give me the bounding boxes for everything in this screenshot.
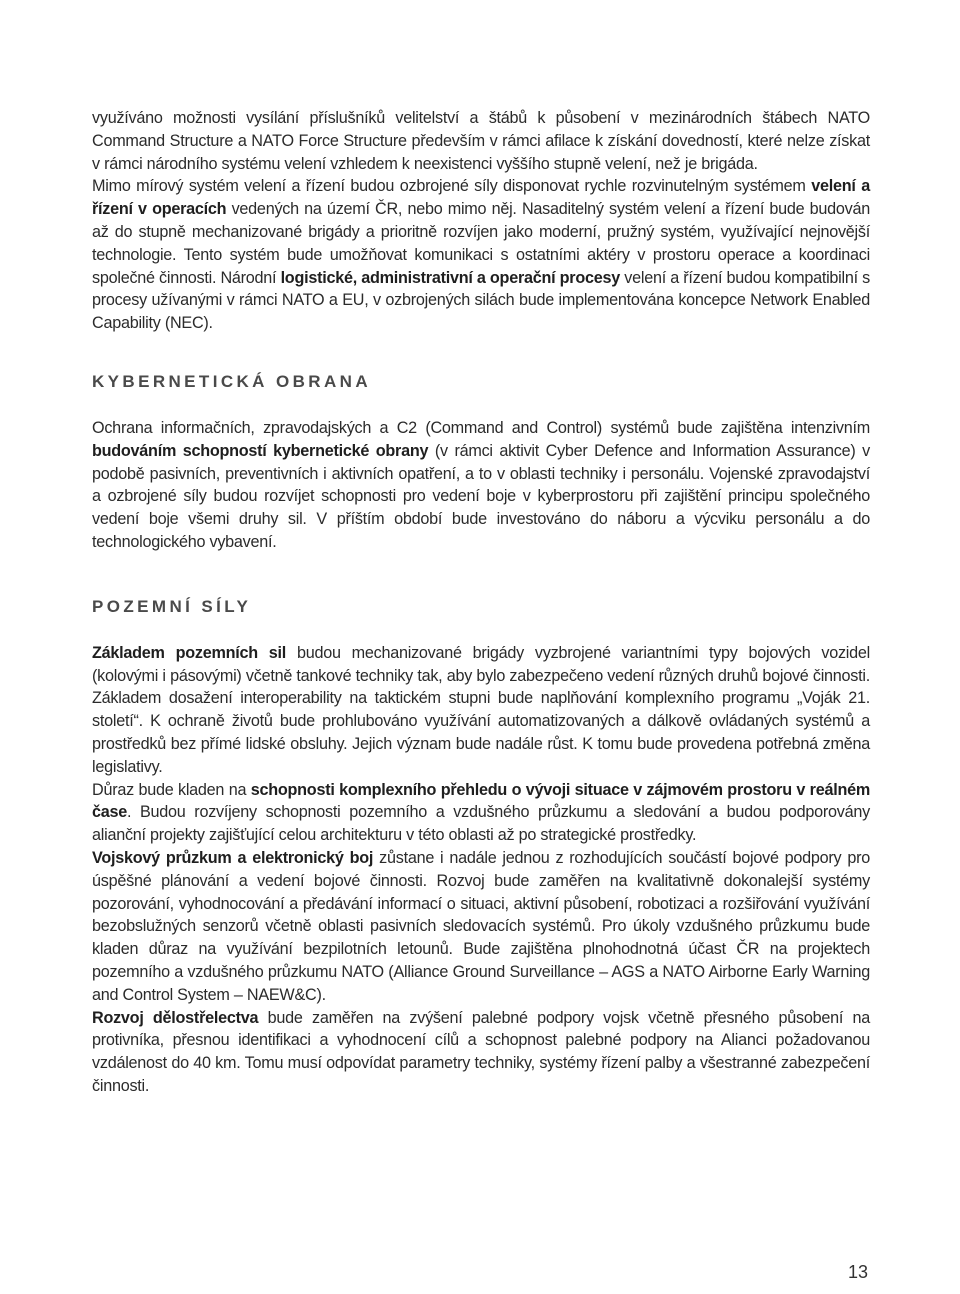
page-body [92,107,870,1098]
text-run: bude zaměřen na zvýšení palebné podpory vojsk včetně přesného působení na protivníka, přesnou identifikaci a vyhodnocení cílů a schopnost palebné podpory na Alianci požadovanou vzdálenost do 40 km. Tomu musí odpovídat parametry techniky, systémy řízení palby a všestranné zabezpečení činnosti. [92,1008,870,1095]
paragraph [92,642,870,779]
paragraph [92,779,870,847]
section-intro [92,107,870,335]
section-heading: KYBERNETICKÁ OBRANA [92,371,371,391]
text-run: Důraz bude kladen na [92,780,251,799]
text-run: zůstane i nadále jednou z rozhodujících součástí bojové podpory pro úspěšné plánování a vedení bojové činnosti. Rozvoj bude zaměřen na kvalitativně dokonalejší systémy pozorování, vyhodnocování a předávání informací o situaci, aktivní působení, robotizaci a rozšiřování využívání bezobslužných senzorů včetně oblasti pasivních sledovacích systémů. Pro úkoly vzdušného průzkumu bude kladen důraz na využívání bezpilotních letounů. Bude zajištěna plnohodnotná účast ČR na projektech pozemního a vzdušného průzkumu NATO (Alliance Ground Surveillance – AGS a NATO Airborne Early Warning and Control System – NAEW&C). [92,848,870,1004]
bold-text-run: velení a řízení v operacích [92,177,870,219]
bold-text-run: Rozvoj dělostřelectva [92,1008,259,1027]
section-land-forces [92,596,870,1098]
text-run: vedených na území ČR, nebo mimo něj. Nasaditelný systém velení a řízení bude budován až do stupně mechanizované brigády a prioritně rozvíjen jako moderní, pružný systém, využívající nejnovější technologie. Tento systém bude umožňovat komunikaci s ostatními aktéry v prostoru operace a koordinaci společné činnosti. Národní [92,200,870,287]
paragraph [92,417,870,554]
paragraph [92,107,870,175]
bold-text-run: Základem pozemních sil [92,643,287,662]
text-run: Mimo mírový systém velení a řízení budou ozbrojené síly disponovat rychle rozvinutelným systémem [92,177,812,196]
text-run: . Budou rozvíjeny schopnosti pozemního a vzdušného průzkumu a sledování a budou podporovány alianční projekty zajišťující celou architekturu v této oblasti až po strategické prostředky. [92,803,870,845]
page-number: 13 [847,1262,868,1282]
bold-text-run: Vojskový průzkum a elektronický boj [92,848,374,867]
bold-text-run: budováním schopností kybernetické obrany [92,441,429,460]
text-run: velení a řízení budou kompatibilní s procesy užívanými v rámci NATO a EU, v ozbrojených silách bude implementována koncepce Network Enabled Capability (NEC). [92,268,870,333]
text-run: (v rámci aktivit Cyber Defence and Information Assurance) v podobě pasivních, preventivních i aktivních opatření, a to v oblasti techniky i personálu. Vojenské zpravodajství a ozbrojené síly budou rozvíjet schopnosti pro vedení boje v kyberprostoru při zajištění principu společného vedení boje všemi druhy sil. V příštím období bude investováno do náboru a výcviku personálu a do technologického vybavení. [92,441,870,551]
text-run: využíváno možnosti vysílání příslušníků velitelství a štábů k působení v mezinárodních štábech NATO Command Structure a NATO Force Structure především v rámci afilace k získání dovedností, které nelze získat v rámci národního systému velení vzhledem k neexistenci vyššího stupně velení, než je brigáda. [92,109,870,173]
text-run: budou mechanizované brigády vyzbrojené variantními typy bojových vozidel (kolovými i pásovými) včetně tankové techniky tak, aby bylo zabezpečeno vedení různých druhů bojové činnosti. Základem dosažení interoperability na taktickém stupni bude naplňování komplexního programu „Voják 21. století“. K ochraně životů bude prohlubováno využívání automatizovaných a dálkově ovládaných systémů a prostředků bez přímé lidské obsluhy. Jejich význam bude nadále růst. K tomu bude provedena potřebná změna legislativy. [92,643,870,776]
paragraph [92,847,870,1007]
paragraph [92,175,870,335]
text-run: Ochrana informačních, zpravodajských a C2 (Command and Control) systémů bude zajištěna intenzivním [92,418,870,437]
section-heading: POZEMNÍ SÍLY [92,596,252,616]
bold-text-run: schopnosti komplexního přehledu o vývoji situace v zájmovém prostoru v reálném čase [92,780,870,822]
section-cyber-defense [92,371,870,554]
paragraph [92,1007,870,1098]
bold-text-run: logistické, administrativní a operační procesy [280,268,620,287]
